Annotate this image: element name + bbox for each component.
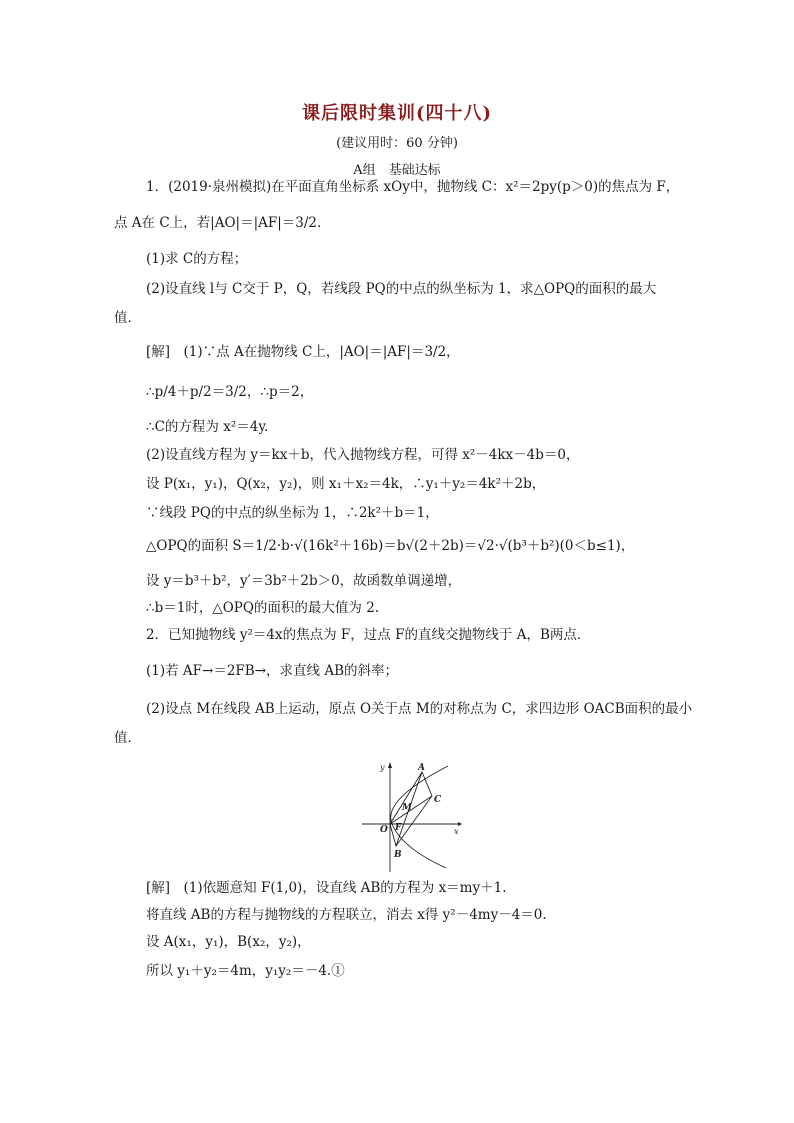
label-o: O xyxy=(380,825,388,835)
text-line: (2)设直线 l与 C交于 P，Q，若线段 PQ的中点的纵坐标为 1，求△OPQ的面积的最大 xyxy=(146,281,657,297)
label-a: A xyxy=(418,763,425,773)
text-line: ∵线段 PQ的中点的纵坐标为 1，∴2k²＋b＝1， xyxy=(146,505,439,521)
text-line: 所以 y₁＋y₂＝4m，y₁y₂＝－4.① xyxy=(146,963,345,979)
text-line: [解] (1)依题意知 F(1,0)，设直线 AB的方程为 x＝my＋1. xyxy=(146,880,507,896)
text-line: 值． xyxy=(114,730,141,746)
y-axis-arrow xyxy=(388,762,392,768)
text-line: (2)设点 M在线段 AB上运动，原点 O关于点 M的对称点为 C，求四边形 OACB面积的最小 xyxy=(146,701,693,717)
text-line: (1)求 C的方程； xyxy=(146,251,248,267)
text-line: (1)若 AF→＝2FB→，求直线 AB的斜率； xyxy=(146,663,398,679)
text-line: 设 P(x₁，y₁)，Q(x₂，y₂)，则 x₁＋x₂＝4k，∴y₁＋y₂＝4k²＋2b， xyxy=(146,476,546,492)
text-line: 2．已知抛物线 y²＝4x的焦点为 F，过点 F的直线交抛物线于 A，B两点． xyxy=(146,627,591,643)
x-axis-arrow xyxy=(458,822,462,826)
text-line: 点 A在 C上，若|AO|＝|AF|＝3/2. xyxy=(114,215,322,231)
label-m: M xyxy=(402,803,412,813)
group-heading: A组 基础达标 xyxy=(353,163,441,178)
text-line: [解] (1)∵点 A在抛物线 C上，|AO|＝|AF|＝3/2， xyxy=(146,344,460,360)
label-x: x xyxy=(454,827,459,836)
text-line: 值． xyxy=(114,310,141,326)
label-y: y xyxy=(380,763,385,772)
label-f: F xyxy=(395,823,402,833)
time-hint: (建议用时：60 分钟) xyxy=(336,136,458,151)
text-line: △OPQ的面积 S＝1/2·b·√(16k²＋16b)＝b√(2＋2b)＝√2·√(b³＋b²)(0＜b≤1)， xyxy=(146,538,635,554)
text-line: 1．(2019·泉州模拟)在平面直角坐标系 xOy中，抛物线 C：x²＝2py(p＞0)的焦点为 F， xyxy=(146,179,680,195)
text-line: ∴b＝1时，△OPQ的面积的最大值为 2. xyxy=(146,600,380,616)
text-line: 设 A(x₁，y₁)，B(x₂，y₂)， xyxy=(146,934,311,950)
parabola-figure xyxy=(362,760,462,872)
text-line: (2)设直线方程为 y＝kx＋b，代入抛物线方程，可得 x²－4kx－4b＝0， xyxy=(146,447,580,463)
page-title: 课后限时集训(四十八) xyxy=(301,103,493,124)
text-line: ∴p/4＋p/2＝3/2，∴p＝2， xyxy=(146,384,314,400)
text-line: ∴C的方程为 x²＝4y. xyxy=(146,419,269,435)
label-b: B xyxy=(394,850,402,860)
text-line: 将直线 AB的方程与抛物线的方程联立，消去 x得 y²－4my－4＝0. xyxy=(146,907,547,923)
parabola-diagram xyxy=(362,760,462,872)
label-c: C xyxy=(434,795,442,805)
text-line: 设 y＝b³＋b²，y′＝3b²＋2b＞0，故函数单调递增， xyxy=(146,573,462,589)
